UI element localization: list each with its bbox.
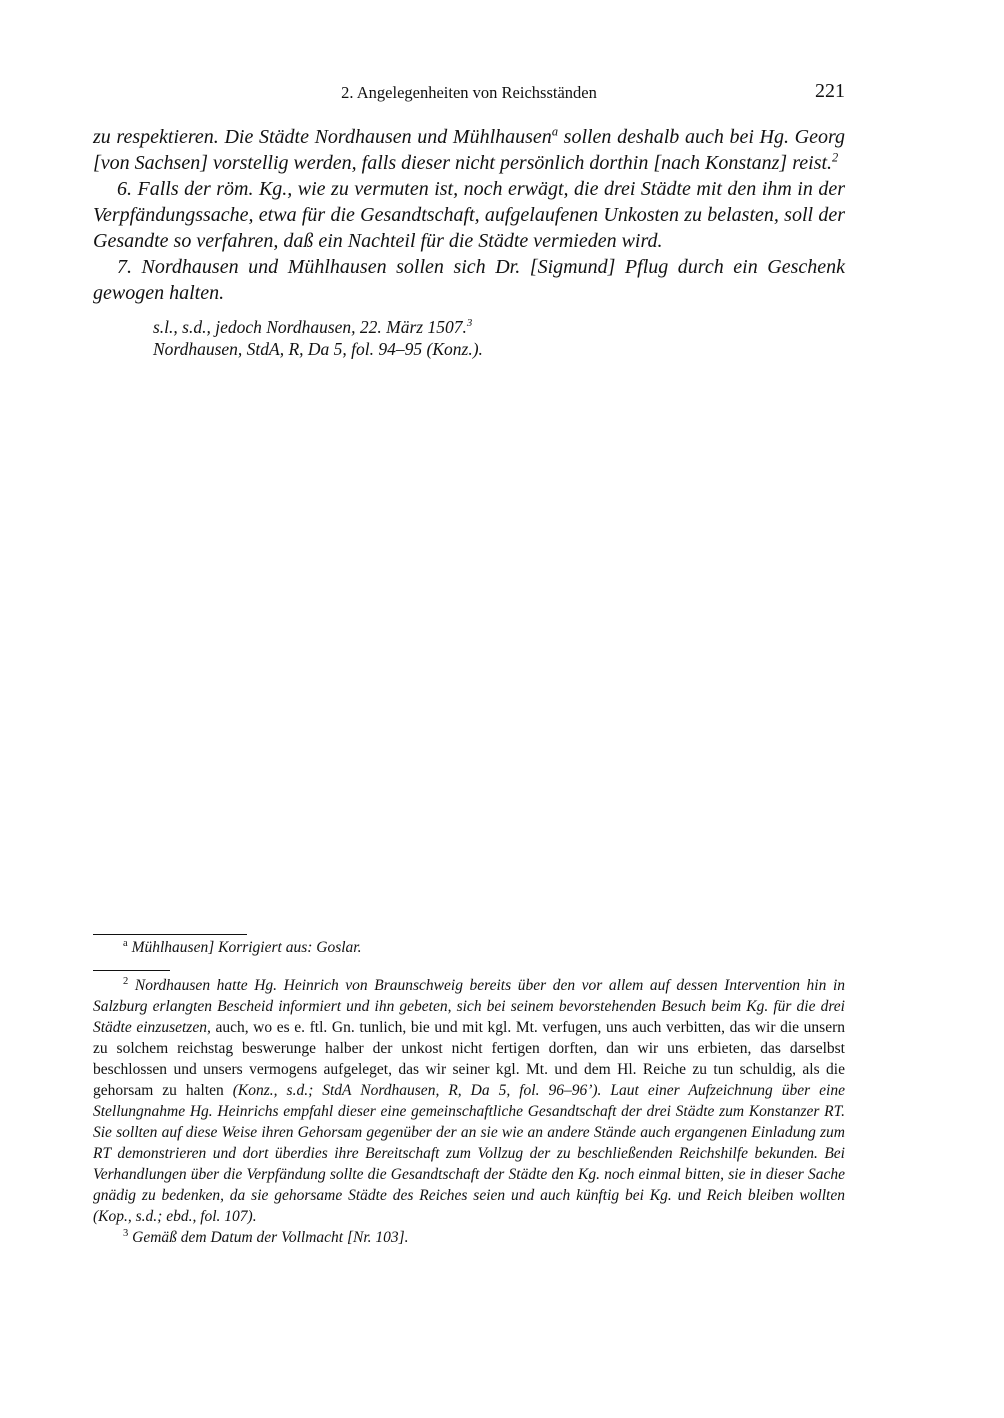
footnote-text: (Konz., s.d.; StdA Nordhausen, R, Da 5, fol. 96–96’). Laut einer Aufzeichnung über eine Stellungnahme Hg. Heinrichs empfahl dieser eine gemeinschaftliche Gesandtschaft der drei Städte zum Konstanzer RT. Sie sollten auf diese Weise ihren Gehorsam gegenüber der an sie wie an andere Stände auch ergangenen Einladung zum RT demonstrieren und dort überdies ihre Bereitschaft zum Vollzug der zu beschließenden Reichshilfe bekunden. Bei Verhandlungen über die Verpfändung sollte die Gesandtschaft der Städte den Kg. noch einmal bitten, sie in dieser Sache gnädig zu bedenken, da sie gehorsame Städte des Reiches seien und auch künftig bei Kg. und Reich bleiben wollten (Kop., s.d.; ebd., fol. 107). xyxy=(93,1082,845,1225)
paragraph-continuation xyxy=(93,124,845,176)
footnote-marker: 2 xyxy=(123,975,129,987)
apparatus-text: Mühlhausen] Korrigiert aus: Goslar. xyxy=(131,939,362,956)
paragraph-item-6: 6. Falls der röm. Kg., wie zu vermuten ist, noch erwägt, die drei Städte mit den ihm in der Verpfändungssache, etwa für die Gesandtschaft, aufgelaufenen Unkosten zu belasten, soll der Gesandte so verfahren, daß ein Nachteil für die Städte vermieden wird. xyxy=(93,178,845,252)
apparatus-marker: a xyxy=(123,937,128,949)
date-line xyxy=(153,316,843,338)
footnotes xyxy=(93,975,845,1248)
source-block xyxy=(153,316,843,360)
paragraph-item-7: 7. Nordhausen und Mühlhausen sollen sich Dr. [Sigmund] Pflug durch ein Geschenk gewogen halten. xyxy=(93,256,845,304)
main-text xyxy=(93,124,845,306)
footnote-separator xyxy=(93,970,170,971)
critical-apparatus-note xyxy=(93,937,845,958)
footnote-marker: 3 xyxy=(123,1227,129,1239)
paragraph-text: zu respektieren. Die Städte Nordhausen und Mühlhausen xyxy=(93,126,552,148)
paragraph-text: sollen deshalb auch bei Hg. Georg [von Sachsen] vorstellig werden, falls dieser nicht persönlich dorthin [nach Konstanz] reist. xyxy=(93,126,845,174)
footnote-ref: 3 xyxy=(466,317,473,330)
footnote-text: Nordhausen hatte Hg. Heinrich von Braunschweig bereits über den vor allem auf dessen Intervention hin in Salzburg erlangten Bescheid informiert und ihn gebeten, sich bei seinem bevorstehenden Besuch beim Kg. für die drei Städte einzusetzen, xyxy=(93,977,846,1036)
footnote-2 xyxy=(93,975,845,1227)
archive-line: Nordhausen, StdA, R, Da 5, fol. 94–95 (Konz.). xyxy=(153,339,483,359)
footnote-text: Gemäß dem Datum der Vollmacht [Nr. 103]. xyxy=(132,1229,409,1246)
page-header xyxy=(93,80,845,106)
critical-apparatus-ref: a xyxy=(551,124,559,139)
footnote-3 xyxy=(93,1227,845,1248)
footnote-ref: 2 xyxy=(832,150,839,165)
running-head: 2. Angelegenheiten von Reichsständen xyxy=(341,83,597,102)
date-text: s.l., s.d., jedoch Nordhausen, 22. März 1507. xyxy=(153,317,467,337)
page-number: 221 xyxy=(815,80,845,102)
apparatus-separator xyxy=(93,934,247,935)
footnote-quotation: auch, wo es e. ftl. Gn. tunlich, bie und mit kgl. Mt. verfugen, uns auch verbitten, das wir die unsern zu solchem reichstag beswerunge halber der unkost nicht fertigen dorften, dan wir uns erbieten, das darselbst beschlossen und unsers vermogens aufgeleget, das wir seiner kgl. Mt. und dem Hl. Reiche zu tun schuldig, als die gehorsam zu halten xyxy=(93,1019,845,1099)
